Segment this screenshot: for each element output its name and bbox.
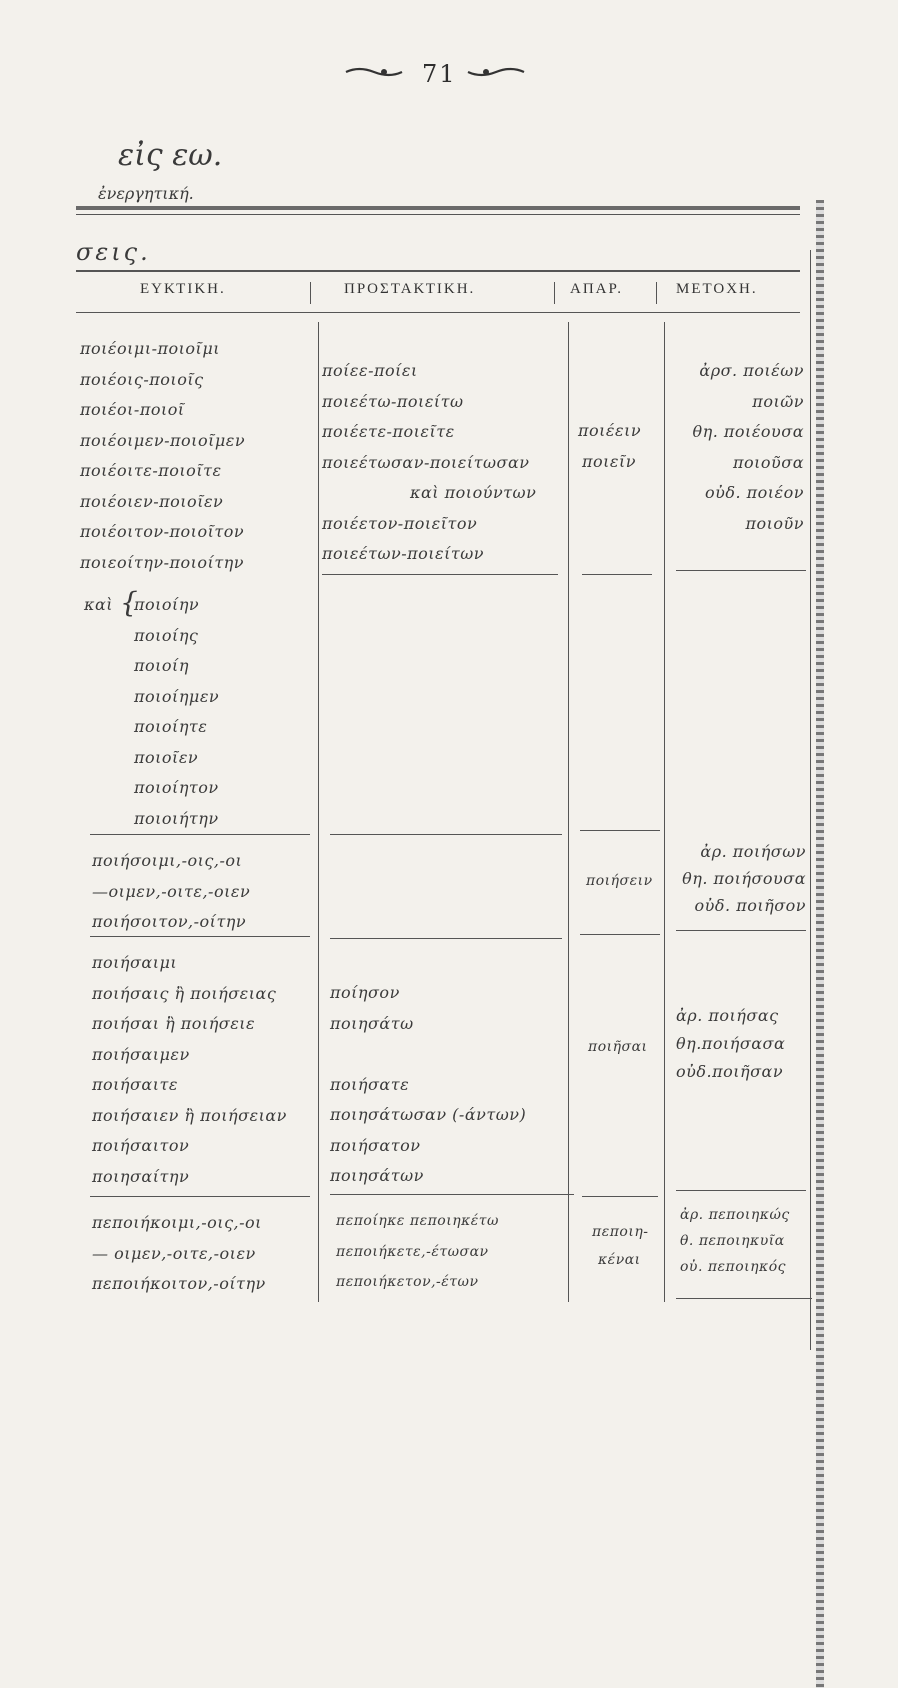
future-optative-cell [92, 846, 250, 938]
present-infinitive-cell [578, 416, 641, 477]
page-number: 71 [422, 60, 457, 88]
left-ornament-icon [344, 66, 404, 78]
list-item: ποιησάτω [330, 1013, 414, 1033]
page-edge [816, 200, 824, 1688]
present-imperative-cell [322, 356, 536, 570]
list-item: ποιέοιμεν-ποιοῖμεν [80, 430, 246, 450]
column-header-participle: ΜΕΤΟΧΗ. [676, 281, 758, 297]
list-item: ποιήσαι ἢ ποιήσειε [92, 1014, 256, 1033]
row-rule [330, 938, 562, 939]
list-item: ποιῶν [752, 391, 804, 411]
list-item: κέναι [598, 1252, 641, 1268]
list-item: ποιέετον-ποιεῖτον [322, 513, 478, 533]
list-item: θη.ποιήσασα [676, 1034, 786, 1053]
list-item: ποιήσαιμεν [92, 1044, 190, 1064]
header-bottom-rule [76, 312, 800, 313]
list-item: θη. ποιήσουσα [682, 869, 806, 888]
list-item: θ. πεποιηκυῖα [680, 1233, 785, 1249]
list-item: ποιήσαις ἢ ποιήσειας [92, 983, 277, 1003]
list-item: ἀρσ. ποιέων [699, 361, 804, 380]
column-header-infinitive: ΑΠΑΡ. [570, 281, 623, 297]
list-item: ποιοῦν [745, 513, 804, 533]
list-item: ποιέοιτε-ποιοῖτε [80, 461, 222, 480]
column-divider [318, 322, 319, 1302]
row-rule [580, 830, 660, 831]
perfect-imperative-cell [336, 1206, 499, 1298]
brace-icon: { [120, 586, 139, 619]
list-item: ποιέοις-ποιοῖς [80, 369, 204, 389]
list-item: θη. ποιέουσα [692, 422, 804, 441]
list-item: ποιέοι-ποιοῖ [80, 400, 185, 419]
section-label: σεις. [76, 238, 151, 266]
list-item: ποιήσαιμι [92, 953, 178, 972]
list-item: ποιησαίτην [92, 1166, 190, 1186]
list-item: οὐδ. ποιέον [704, 483, 804, 502]
conjugation-heading: εἰς εω. [118, 138, 223, 173]
list-item: ποιησάτωσαν (-άντων) [330, 1105, 527, 1124]
aorist-participle-cell [676, 1002, 785, 1086]
list-item: ποιέοιτον-ποιοῖτον [80, 522, 245, 541]
right-ornament-icon [466, 66, 526, 78]
perfect-infinitive-cell [592, 1218, 648, 1274]
list-item: πεποιήκοιμι,-οις,-οι [92, 1213, 262, 1232]
future-infinitive: ποιήσειν [586, 873, 653, 889]
list-item: — οιμεν,-οιτε,-οιεν [92, 1243, 256, 1263]
list-item: ποιήσατε [330, 1074, 410, 1094]
row-rule [676, 1190, 806, 1191]
list-item: ποιοίης [134, 625, 199, 645]
header-divider [310, 282, 311, 304]
list-item [330, 1039, 526, 1070]
list-item: ποιοίητον [134, 778, 219, 797]
list-item: καὶ ποιούντων [410, 483, 537, 502]
list-item: πεποιήκετον,-έτων [336, 1274, 479, 1290]
column-header-optative: ΕΥΚΤΙΚΗ. [140, 281, 226, 297]
list-item: ποιήσοιμι,-οις,-οι [92, 851, 243, 870]
list-item: ποίησον [330, 983, 400, 1002]
row-rule [330, 1194, 574, 1195]
list-item: οὐ. πεποιηκός [680, 1259, 787, 1275]
list-item: ἀρ. πεποιηκώς [680, 1207, 790, 1223]
column-divider [664, 322, 665, 1302]
list-item: ποιοῖεν [134, 747, 199, 767]
list-item: ποιέοιεν-ποιοῖεν [80, 491, 224, 511]
header-top-rule [76, 270, 800, 272]
list-item: ποιήσατον [330, 1135, 421, 1155]
aorist-optative-cell [92, 948, 287, 1192]
list-item: ποιοίητε [134, 717, 208, 736]
column-header-imperative: ΠΡΟΣΤΑΚΤΙΚΗ. [344, 281, 476, 297]
list-item: ποιεέτω-ποιείτω [322, 391, 464, 411]
list-item: ποιεῖν [582, 451, 637, 471]
perfect-participle-cell [680, 1202, 790, 1280]
list-item: ποιοίην [134, 595, 200, 614]
list-item: ποιέοιμι-ποιοῖμι [80, 339, 220, 358]
list-item: πεποιήκετε,-έτωσαν [336, 1243, 489, 1260]
list-item: οὐδ. ποιῆσον [694, 896, 806, 915]
voice-heading: ἐνεργητική. [98, 184, 194, 203]
present-optative-cell [80, 334, 245, 578]
list-item: ποιοίημεν [134, 686, 220, 706]
aorist-infinitive: ποιῆσαι [588, 1039, 648, 1055]
row-rule [90, 1196, 310, 1197]
list-item: πεποιη- [592, 1224, 649, 1240]
list-item: ποιοῦσα [732, 452, 804, 472]
alt-optative-label: καὶ [84, 595, 114, 614]
column-divider [568, 322, 569, 1302]
header-divider [554, 282, 555, 304]
row-rule [90, 936, 310, 937]
alt-optative-cell [134, 590, 219, 834]
list-item: —οιμεν,-οιτε,-οιεν [92, 881, 251, 901]
row-rule [580, 934, 660, 935]
row-rule [676, 570, 806, 571]
header-divider [656, 282, 657, 304]
row-rule [676, 930, 806, 931]
present-participle-cell [668, 356, 804, 539]
perfect-optative-cell [92, 1208, 266, 1300]
list-item: ποιεοίτην-ποιοίτην [80, 552, 244, 572]
list-item: ποιήσαιτε [92, 1075, 178, 1094]
row-rule [330, 834, 562, 835]
row-rule [582, 574, 652, 575]
aorist-imperative-cell [330, 978, 526, 1192]
row-rule [90, 834, 310, 835]
list-item: ποιήσαιτον [92, 1136, 190, 1155]
row-rule [582, 1196, 658, 1197]
list-item: ποιεέτωσαν-ποιείτωσαν [322, 452, 530, 472]
list-item: ἀρ. ποιήσας [676, 1006, 779, 1025]
list-item: ἀρ. ποιήσων [700, 842, 806, 861]
list-item: ποιοιήτην [134, 808, 219, 828]
list-item: πεποιήκοιτον,-οίτην [92, 1274, 266, 1293]
list-item: ποιήσαιεν ἢ ποιήσειαν [92, 1105, 287, 1125]
list-item: ποιέετε-ποιεῖτε [322, 422, 455, 441]
list-item: ποιοίη [134, 656, 189, 675]
future-participle-cell [672, 838, 806, 919]
list-item: ποίεε-ποίει [322, 361, 418, 380]
list-item: ποιέειν [578, 421, 642, 440]
list-item: ποιήσοιτον,-οίτην [92, 912, 247, 931]
list-item: πεποίηκε πεποιηκέτω [336, 1213, 499, 1229]
list-item: οὐδ.ποιῆσαν [676, 1062, 784, 1081]
list-item: ποιησάτων [330, 1166, 424, 1185]
row-rule [676, 1298, 812, 1299]
table-top-rule-thin [76, 214, 800, 215]
list-item: ποιεέτων-ποιείτων [322, 544, 485, 563]
table-top-rule [76, 206, 800, 210]
row-rule [322, 574, 558, 575]
right-border [810, 250, 811, 1350]
